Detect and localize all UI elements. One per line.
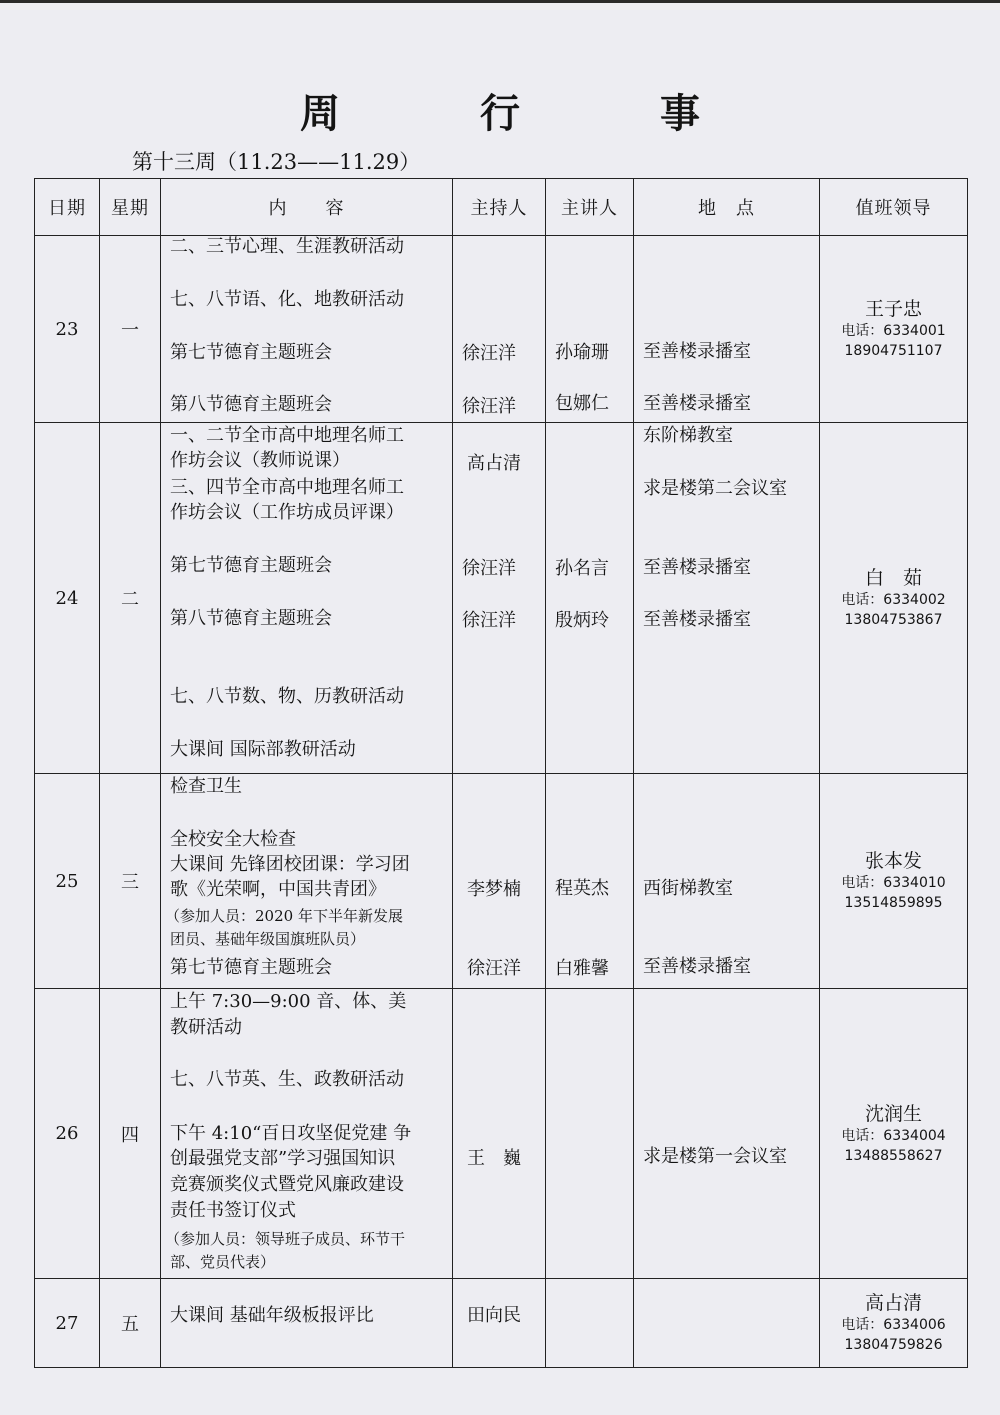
duty-leader-name: 沈润生 [864, 1102, 922, 1125]
duty-leader-name: 张本发 [864, 850, 922, 872]
duty-leader-mobile: 13514859895 [844, 895, 943, 911]
host-name: 王 巍 [467, 1148, 521, 1169]
content-note: （参加人员：领导班子成员、环节干 [165, 1230, 406, 1248]
content-line: 责任书签订仪式 [170, 1200, 296, 1221]
content-cell [161, 236, 453, 423]
content-line: 第八节德育主题班会 [170, 608, 332, 629]
content-line: 二、三节心理、生涯教研活动 [170, 236, 404, 257]
location-cell [634, 423, 820, 774]
location-cell [634, 989, 820, 1279]
host-cell [453, 1279, 546, 1368]
content-note: 部、党员代表） [170, 1253, 276, 1271]
location-cell [634, 774, 820, 989]
content-note: 团员、基础年级国旗班队员） [170, 930, 366, 948]
table-row [35, 774, 968, 989]
content-line: 作坊会议（工作坊成员评课） [170, 502, 404, 523]
duty-leader-name: 白 茹 [864, 567, 922, 589]
location-text: 求是楼第二会议室 [643, 478, 787, 499]
header-duty-leader: 值班领导 [820, 179, 968, 236]
duty-leader-name: 高占清 [864, 1292, 922, 1314]
content-line: 第七节德育主题班会 [170, 555, 332, 576]
page-title: 周 行 事 [300, 90, 750, 137]
table-row [35, 236, 968, 423]
duty-leader-phone: 电话：6334004 [841, 1127, 946, 1144]
content-line: 竞赛颁奖仪式暨党风廉政建设 [170, 1174, 404, 1195]
host-name: 徐汪洋 [462, 343, 516, 364]
content-line: 第八节德育主题班会 [170, 394, 332, 415]
table-row [35, 423, 968, 774]
speaker-cell [546, 774, 634, 989]
header-location: 地 点 [634, 179, 820, 236]
date-cell: 23 [35, 236, 100, 423]
host-cell [453, 236, 546, 423]
content-line: 检查卫生 [170, 776, 242, 797]
header-content: 内 容 [161, 179, 453, 236]
duty-leader-mobile: 13804753867 [844, 612, 943, 628]
weekday-cell: 二 [100, 423, 161, 774]
speaker-name: 殷炳玲 [555, 610, 609, 631]
content-line: 七、八节数、物、历教研活动 [170, 686, 404, 707]
location-text: 至善楼录播室 [643, 557, 751, 578]
weekday-cell: 四 [100, 989, 161, 1279]
duty-leader-phone: 电话：6334006 [841, 1317, 946, 1333]
host-cell [453, 423, 546, 774]
host-name: 徐汪洋 [467, 958, 521, 979]
duty-leader-cell [820, 1279, 968, 1368]
location-cell [634, 1279, 820, 1368]
location-text: 西街梯教室 [643, 878, 733, 899]
location-text: 至善楼录播室 [643, 341, 751, 362]
date-cell: 25 [35, 774, 100, 989]
content-line: 七、八节语、化、地教研活动 [170, 289, 404, 310]
content-line: 一、二节全市高中地理名师工 [170, 425, 404, 446]
content-line: 第七节德育主题班会 [170, 957, 332, 978]
scan-top-edge [0, 0, 1000, 3]
content-line: 大课间 国际部教研活动 [170, 739, 356, 760]
content-line: 上午 7:30—9:00 音、体、美 [170, 991, 407, 1012]
content-line: 第七节德育主题班会 [170, 342, 332, 363]
duty-leader-cell [820, 236, 968, 423]
header-row [35, 179, 968, 236]
duty-leader-mobile: 13488558627 [844, 1147, 943, 1164]
date-cell: 27 [35, 1279, 100, 1368]
host-name: 徐汪洋 [462, 396, 516, 417]
content-line: 创最强党支部”学习强国知识 [170, 1148, 396, 1169]
host-name: 高占清 [467, 453, 521, 474]
content-cell [161, 774, 453, 989]
duty-leader-cell [820, 989, 968, 1279]
speaker-cell [546, 236, 634, 423]
location-text: 至善楼录播室 [643, 393, 751, 414]
content-line: 作坊会议（教师说课） [170, 450, 350, 471]
speaker-cell [546, 989, 634, 1279]
duty-leader-phone: 电话：6334002 [841, 592, 946, 608]
content-line: 全校安全大检查 [170, 829, 296, 850]
location-text: 至善楼录播室 [643, 609, 751, 630]
content-line: 三、四节全市高中地理名师工 [170, 477, 404, 498]
duty-leader-mobile: 13804759826 [844, 1337, 943, 1353]
speaker-cell [546, 423, 634, 774]
content-line: 下午 4:10“百日攻坚促党建 争 [170, 1123, 412, 1144]
duty-leader-mobile: 18904751107 [844, 343, 943, 359]
content-cell [161, 1279, 453, 1368]
speaker-name: 孙名言 [555, 558, 609, 579]
weekday-cell: 五 [100, 1279, 161, 1368]
content-line: 大课间 先锋团校团课：学习团 [170, 854, 410, 875]
speaker-name: 程英杰 [555, 878, 609, 899]
host-cell [453, 989, 546, 1279]
content-line: 教研活动 [170, 1017, 242, 1038]
host-name: 徐汪洋 [462, 558, 516, 579]
date-cell: 24 [35, 423, 100, 774]
week-label: 第十三周（11.23——11.29） [132, 150, 421, 174]
schedule-table [34, 178, 968, 1368]
content-cell [161, 423, 453, 774]
header-date: 日期 [35, 179, 100, 236]
duty-leader-cell [820, 774, 968, 989]
date-cell: 26 [35, 989, 100, 1279]
speaker-name: 包娜仁 [555, 393, 609, 414]
location-text: 求是楼第一会议室 [643, 1146, 787, 1167]
duty-leader-name: 王子忠 [864, 298, 922, 320]
host-cell [453, 774, 546, 989]
speaker-name: 孙瑜珊 [555, 342, 609, 363]
weekday-cell: 三 [100, 774, 161, 989]
host-name: 徐汪洋 [462, 610, 516, 631]
content-line: 大课间 基础年级板报评比 [170, 1305, 374, 1326]
header-host: 主持人 [453, 179, 546, 236]
location-text: 至善楼录播室 [643, 956, 751, 977]
location-cell [634, 236, 820, 423]
weekday-cell: 一 [100, 236, 161, 423]
table-row [35, 1279, 968, 1368]
duty-leader-phone: 电话：6334001 [841, 323, 946, 339]
header-weekday: 星期 [100, 179, 161, 236]
host-name: 李梦楠 [467, 879, 521, 900]
location-text: 东阶梯教室 [643, 425, 733, 446]
header-speaker: 主讲人 [546, 179, 634, 236]
duty-leader-cell [820, 423, 968, 774]
speaker-name: 白雅馨 [555, 958, 609, 979]
duty-leader-phone: 电话：6334010 [841, 875, 946, 891]
table-row [35, 989, 968, 1279]
content-line: 七、八节英、生、政教研活动 [170, 1069, 404, 1090]
content-cell [161, 989, 453, 1279]
speaker-cell [546, 1279, 634, 1368]
host-name: 田向民 [467, 1305, 521, 1326]
content-line: 歌《光荣啊，中国共青团》 [170, 879, 386, 900]
content-note: （参加人员：2020 年下半年新发展 [165, 907, 403, 925]
